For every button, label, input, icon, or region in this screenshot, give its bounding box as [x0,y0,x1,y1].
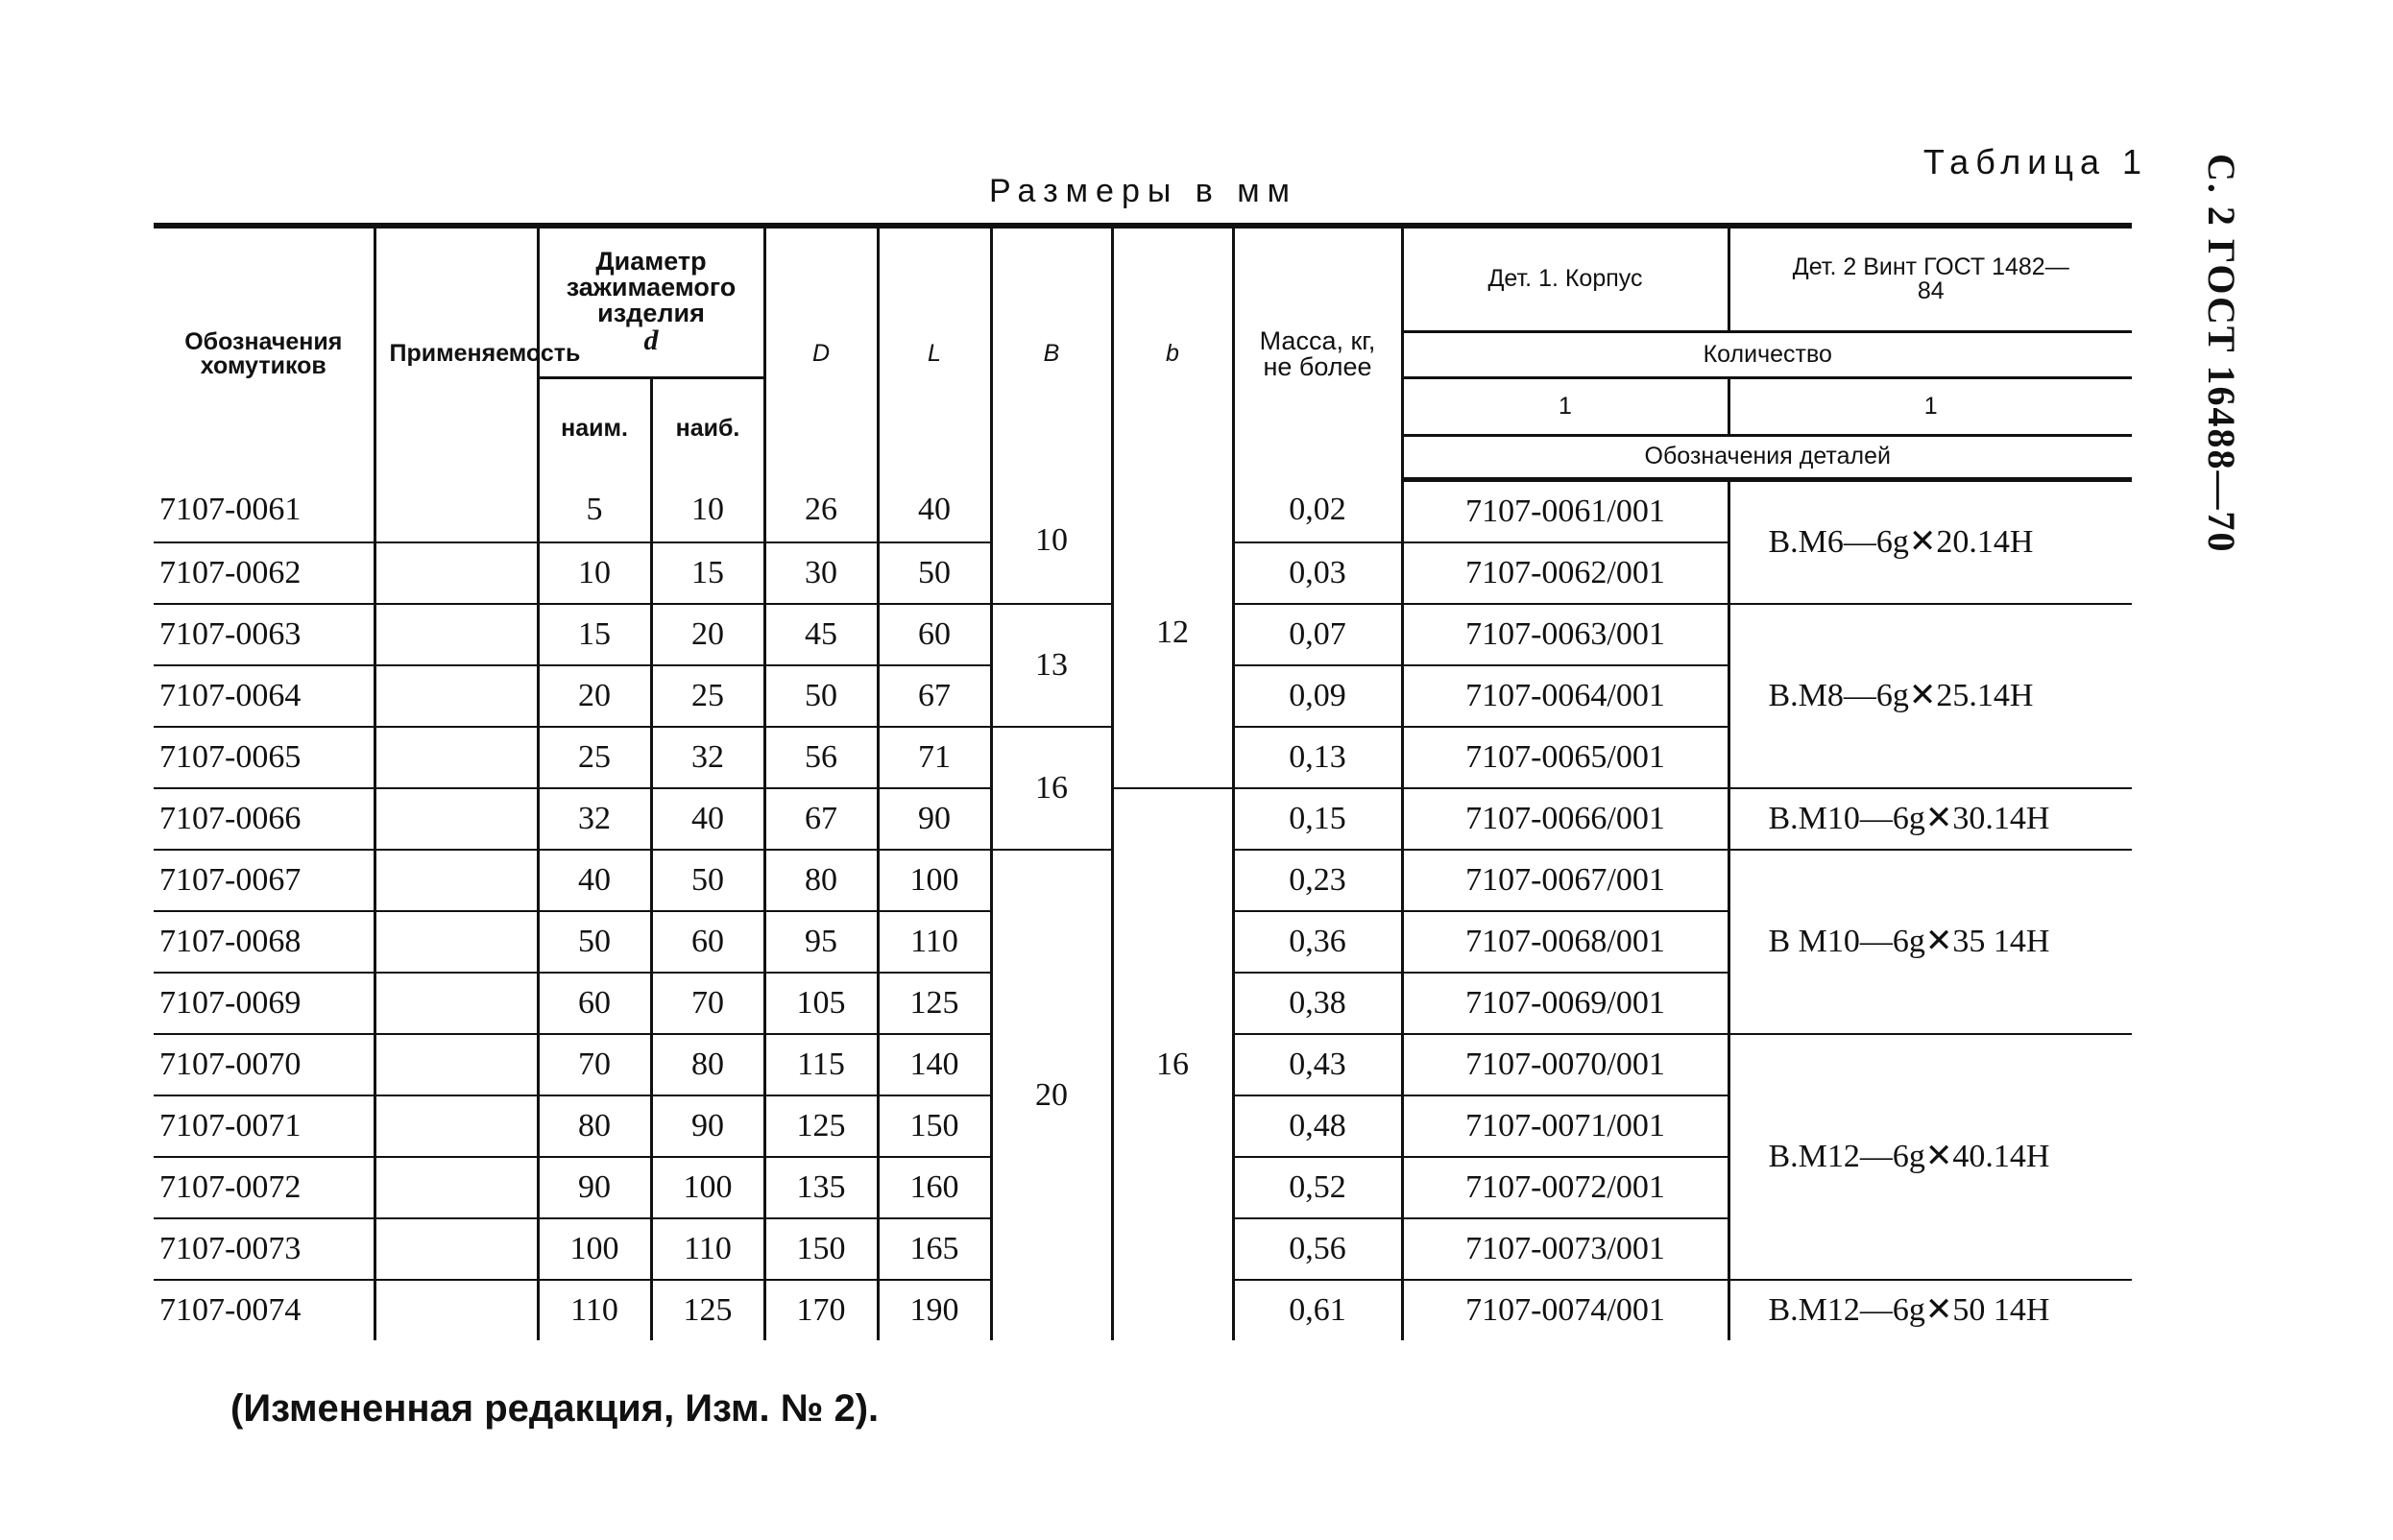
cell-dmin: 90 [538,1157,651,1218]
cell-mass: 0,61 [1233,1280,1402,1340]
cell-dmax: 15 [651,542,764,604]
cell-screw: В.М6—6g✕20.14Н [1728,479,2132,604]
cell-mass: 0,38 [1233,973,1402,1034]
cell-L: 110 [878,911,991,973]
cell-dmin: 80 [538,1095,651,1157]
cell-dmin: 32 [538,788,651,850]
cell-dmin: 10 [538,542,651,604]
cell-part: 7107-0072/001 [1402,1157,1728,1218]
cell-code: 7107-0065 [154,727,375,788]
cell-applicability [375,542,538,604]
cell-code: 7107-0064 [154,665,375,727]
cell-L: 60 [878,604,991,665]
cell-D: 150 [764,1218,878,1280]
cell-applicability [375,1095,538,1157]
header-b: b [1112,226,1233,479]
cell-D: 80 [764,850,878,911]
cell-applicability [375,850,538,911]
cell-code: 7107-0066 [154,788,375,850]
header-D: D [764,226,878,479]
cell-code: 7107-0071 [154,1095,375,1157]
cell-code: 7107-0063 [154,604,375,665]
cell-applicability [375,973,538,1034]
cell-part: 7107-0069/001 [1402,973,1728,1034]
header-qty2: 1 [1728,377,2132,435]
cell-part: 7107-0065/001 [1402,727,1728,788]
cell-L: 50 [878,542,991,604]
cell-dmin: 5 [538,479,651,542]
cell-mass: 0,36 [1233,911,1402,973]
cell-screw: В.М12—6g✕50 14Н [1728,1280,2132,1340]
cell-mass: 0,56 [1233,1218,1402,1280]
cell-mass: 0,07 [1233,604,1402,665]
cell-dmax: 60 [651,911,764,973]
cell-D: 67 [764,788,878,850]
cell-D: 125 [764,1095,878,1157]
cell-applicability [375,1034,538,1095]
cell-code: 7107-0070 [154,1034,375,1095]
cell-dmax: 70 [651,973,764,1034]
cell-mass: 0,13 [1233,727,1402,788]
cell-D: 115 [764,1034,878,1095]
cell-L: 190 [878,1280,991,1340]
table-body [154,479,2132,1340]
cell-applicability [375,1157,538,1218]
cell-mass: 0,43 [1233,1034,1402,1095]
cell-L: 160 [878,1157,991,1218]
cell-D: 105 [764,973,878,1034]
cell-dmin: 60 [538,973,651,1034]
cell-dmin: 40 [538,850,651,911]
cell-code: 7107-0068 [154,911,375,973]
header-min: наим. [538,377,651,479]
cell-dmax: 80 [651,1034,764,1095]
cell-mass: 0,03 [1233,542,1402,604]
cell-part: 7107-0074/001 [1402,1280,1728,1340]
cell-B: 13 [991,604,1112,727]
table-row [154,788,2132,850]
cell-mass: 0,09 [1233,665,1402,727]
cell-D: 95 [764,911,878,973]
cell-D: 135 [764,1157,878,1218]
units-caption: Размеры в мм [989,173,1298,209]
header-part2: Дет. 2 Винт ГОСТ 1482—84 [1728,226,2132,331]
cell-part: 7107-0066/001 [1402,788,1728,850]
cell-D: 30 [764,542,878,604]
cell-mass: 0,15 [1233,788,1402,850]
cell-B: 16 [991,727,1112,850]
cell-applicability [375,604,538,665]
cell-code: 7107-0067 [154,850,375,911]
cell-part: 7107-0073/001 [1402,1218,1728,1280]
cell-mass: 0,23 [1233,850,1402,911]
cell-applicability [375,1218,538,1280]
cell-screw: В М10—6g✕35 14Н [1728,850,2132,1034]
cell-part: 7107-0071/001 [1402,1095,1728,1157]
header-diameter-text: Диаметр зажимаемого изделия [566,247,737,328]
cell-part: 7107-0064/001 [1402,665,1728,727]
header-L: L [878,226,991,479]
cell-mass: 0,48 [1233,1095,1402,1157]
cell-dmax: 90 [651,1095,764,1157]
cell-applicability [375,479,538,542]
cell-dmin: 50 [538,911,651,973]
cell-L: 40 [878,479,991,542]
cell-code: 7107-0074 [159,1291,302,1328]
cell-D: 170 [764,1280,878,1340]
cell-dmin: 25 [538,727,651,788]
cell-b: 12 [1112,479,1233,788]
header-designation: Обозначения хомутиков [154,226,375,479]
cell-part: 7107-0062/001 [1402,542,1728,604]
cell-dmin: 15 [538,604,651,665]
cell-dmin: 110 [538,1280,651,1340]
cell-applicability [375,911,538,973]
table-row [154,479,2132,542]
cell-L: 165 [878,1218,991,1280]
header-quantity: Количество [1402,331,2132,377]
header-mass: Масса, кг, не более [1233,226,1402,479]
cell-dmax: 10 [651,479,764,542]
cell-dmin: 100 [538,1218,651,1280]
table-label: Таблица 1 [1922,142,2148,181]
cell-applicability [375,1280,538,1340]
cell-code: 7107-0072 [154,1157,375,1218]
table-header [154,226,2132,479]
cell-D: 56 [764,727,878,788]
cell-mass: 0,02 [1233,479,1402,542]
cell-B: 20 [991,850,1112,1340]
cell-dmax: 50 [651,850,764,911]
cell-part: 7107-0067/001 [1402,850,1728,911]
cell-code: 7107-0061 [154,479,375,542]
header-qty1: 1 [1402,377,1728,435]
cell-screw: В.М8—6g✕25.14Н [1728,604,2132,788]
amendment-note: (Измененная редакция, Изм. № 2). [230,1387,880,1430]
cell-screw: В.М10—6g✕30.14Н [1728,788,2132,850]
cell-L: 100 [878,850,991,911]
cell-L: 90 [878,788,991,850]
cell-L: 140 [878,1034,991,1095]
cell-D: 26 [764,479,878,542]
cell-part: 7107-0068/001 [1402,911,1728,973]
cell-applicability [375,665,538,727]
cell-L: 150 [878,1095,991,1157]
cell-code: 7107-0073 [154,1218,375,1280]
cell-dmax: 20 [651,604,764,665]
cell-code: 7107-0069 [154,973,375,1034]
cell-dmax: 32 [651,727,764,788]
cell-screw: В.М12—6g✕40.14Н [1728,1034,2132,1280]
cell-D: 50 [764,665,878,727]
cell-dmax: 40 [651,788,764,850]
cell-code: 7107-0062 [154,542,375,604]
cell-applicability [375,788,538,850]
cell-L: 71 [878,727,991,788]
cell-dmin: 70 [538,1034,651,1095]
header-max: наиб. [651,377,764,479]
page-code: С. 2 ГОСТ 16488—70 [2200,154,2243,554]
cell-applicability [375,727,538,788]
cell-dmin: 20 [538,665,651,727]
header-part1: Дет. 1. Корпус [1402,226,1728,331]
dimensions-table [154,223,2132,1340]
cell-L: 125 [878,973,991,1034]
header-B: B [991,226,1112,479]
cell-L: 67 [878,665,991,727]
cell-dmax: 125 [651,1280,764,1340]
header-part-designations: Обозначения деталей [1402,435,2132,479]
cell-dmax: 110 [651,1218,764,1280]
cell-part: 7107-0063/001 [1402,604,1728,665]
cell-part: 7107-0061/001 [1402,479,1728,542]
header-applicability: Применяемость [375,226,538,479]
cell-B: 10 [991,479,1112,604]
header-diameter-symbol: d [643,325,659,357]
cell-dmax: 100 [651,1157,764,1218]
cell-dmax: 25 [651,665,764,727]
cell-mass: 0,52 [1233,1157,1402,1218]
cell-b: 16 [1112,788,1233,1340]
cell-D: 45 [764,604,878,665]
cell-part: 7107-0070/001 [1402,1034,1728,1095]
